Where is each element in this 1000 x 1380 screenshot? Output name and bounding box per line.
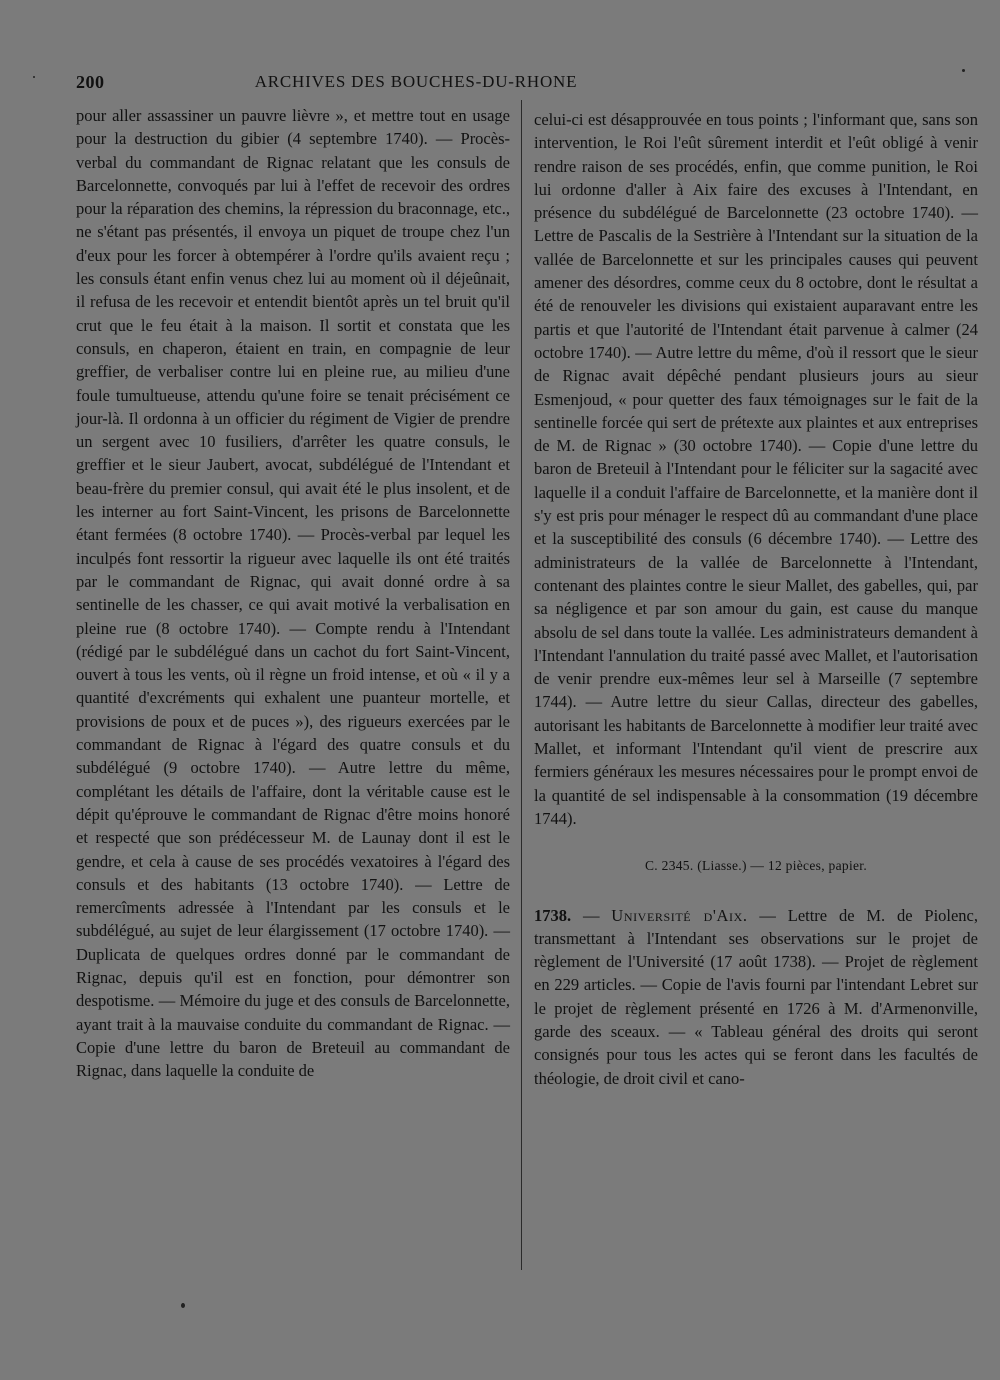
- print-speck: [962, 69, 965, 72]
- print-speck: [181, 1303, 185, 1308]
- column-divider: [521, 100, 522, 1270]
- entry-dash: —: [571, 905, 612, 925]
- running-title: ARCHIVES DES BOUCHES-DU-RHONE: [254, 72, 578, 91]
- left-column-text: pour aller assassiner un pauvre lièvre », et mettre tout en usage pour la destruction du gibier (4 septembre 1740). — Procès-verbal du commandant de Rignac relatant que les consuls de Barcelonnette, convoqués par lui à l'effet de recevoir des ordres pour la réparation des chemins, la répression du braconnage, etc., ne s'étant pas présentés, il envoya un piquet de troupe chez l'un d'eux pour les forcer à obtempérer à l'ordre qu'ils avaient reçu ; les consuls étant enfin venus chez lui au moment où il déjeûnait, il refusa de les recevoir et entendit bientôt après un tel bruit qu'il crut que le feu était à la maison. Il sortit et constata que les consuls, en chaperon, étaient en train, en compagnie de leur greffier, de verbaliser contre lui en pleine rue, au milieu d'une foule tumultueuse, attendu qu'une foire se tenait précisément ce jour-là. Il ordonna à un officier du régiment de Vigier de prendre un sergent avec 10 fusiliers, d'arrêter les quatre consuls, le greffier et le sieur Jaubert, avocat, subdélégué de l'Intendant et beau-frère du premier consul, qui avait été le plus insolent, et de les interner au fort Saint-Vincent, les prisons de Barcelonnette étant fermées (8 octobre 1740). — Procès-verbal par lequel les inculpés font ressortir la rigueur avec laquelle ils ont été traités par le commandant de Rignac, qui avait donné ordre à sa sentinelle de les chasser, ce qui avait motivé la verbalisation en pleine rue (8 octobre 1740). — Compte rendu à l'Intendant (rédigé par le subdélégué dans un cachot du fort Saint-Vincent, ouvert à tous les vents, où il règne un froid intense, et où « il y a quantité d'excréments qui exhalent une puanteur mortelle, et provisions de poux et de puces »), des rigueurs exercées par le commandant de Rignac à l'égard des quatre consuls et du subdélégué (9 octobre 1740). — Autre lettre du même, complétant les détails de l'affaire, dont la véritable cause est le dépit qu'éprouve le commandant de Rignac d'être moins honoré et respecté que son prédécesseur M. de Launay dont il est le gendre, et cela à cause de ses procédés vexatoires à l'égard des consuls et des habitants (13 octobre 1740). — Lettre de remercîments adressée à l'Intendant par les consuls et le subdélégué, au sujet de leur élargissement (17 octobre 1740). — Duplicata de quelques ordres donné par le commandant de Rignac, depuis qu'il est en fonction, pour démontrer son despotisme. — Mémoire du juge et des consuls de Barcelonnette, ayant trait à la mauvaise conduite du commandant de Rignac. — Copie d'une lettre du baron de Breteuil au commandant de Rignac, dans laquelle la conduite de: [76, 106, 510, 1081]
- left-column: [76, 104, 510, 1082]
- page-header: [76, 72, 976, 100]
- page-number: 200: [76, 72, 105, 92]
- right-column-text: celui-ci est désapprouvée en tous points ; l'informant que, sans son intervention, le Roi l'eût sûrement interdit et l'eût obligé à venir rendre raison de ses procédés, enfin, que comme punition, le Roi lui ordonne d'aller à Aix faire des excuses à l'Intendant, en présence du subdélégué de Barcelonnette (23 octobre 1740). — Lettre de Pascalis de la Sestrière à l'Intendant sur la situation de la vallée de Barcelonnette et sur les principales causes qui peuvent amener des désordres, comme ceux du 8 octobre, dont le résultat a été de renouveler les divisions qui existaient auparavant entre les partis et que l'autorité de l'Intendant était parvenue à calmer (24 octobre 1740). — Autre lettre du même, d'où il ressort que le sieur de Rignac avait dépêché pendant plusieurs jours au sieur Esmenjoud, « pour quetter des faux témoignages sur le fait de la sentinelle forcée qui sert de prétexte aux plaintes et aux entreprises de M. de Rignac » (30 octobre 1740). — Copie d'une lettre du baron de Breteuil à l'Intendant pour le féliciter sur la sagacité avec laquelle il a conduit l'affaire de Barcelonnette, et la manière dont il s'y est pris pour ménager le respect dû au commandant d'une place et la susceptibilité des consuls (6 décembre 1740). — Lettre des administrateurs de la vallée de Barcelonnette à l'Intendant, contenant des plaintes contre le sieur Mallet, des gabelles, qui, par sa négligence et par son amour du gain, est cause du manque absolu de sel dans toute la vallée. Les administrateurs demandent à l'Intendant l'annulation du traité passé avec Mallet, et l'autorisation de venir prendre eux-mêmes leur sel à Marseille (7 septembre 1744). — Autre lettre du sieur Callas, directeur des gabelles, autorisant les habitants de Barcelonnette à modifier leur traité avec Mallet, et informant l'Intendant qu'il vient de prescrire aux fermiers généraux les mesures nécessaires pour le prompt envoi de la quantité de sel indispensable à la consommation (19 décembre 1744).: [534, 110, 978, 828]
- entry-text: — Lettre de M. de Piolenc, transmettant à l'Intendant ses observations sur le projet de règlement de l'Université (17 août 1738). — Projet de règlement en 229 articles. — Copie de l'avis fourni par l'intendant Lebret sur le projet de règlement présenté en 1726 à M. d'Armenonville, garde des sceaux. — « Tableau général des droits qui seront consignés pour tous les actes qui se feront dans les facultés de théologie, de droit civil et cano-: [534, 905, 979, 1088]
- right-column: [534, 108, 978, 1090]
- liasse-heading: C. 2345. (Liasse.) — 12 pièces, papier.: [644, 858, 868, 874]
- print-speck: [33, 76, 35, 78]
- entry-number: 1738.: [534, 905, 572, 925]
- entry-1738: [534, 904, 978, 1090]
- entry-heading: Université d'Aix.: [611, 905, 748, 925]
